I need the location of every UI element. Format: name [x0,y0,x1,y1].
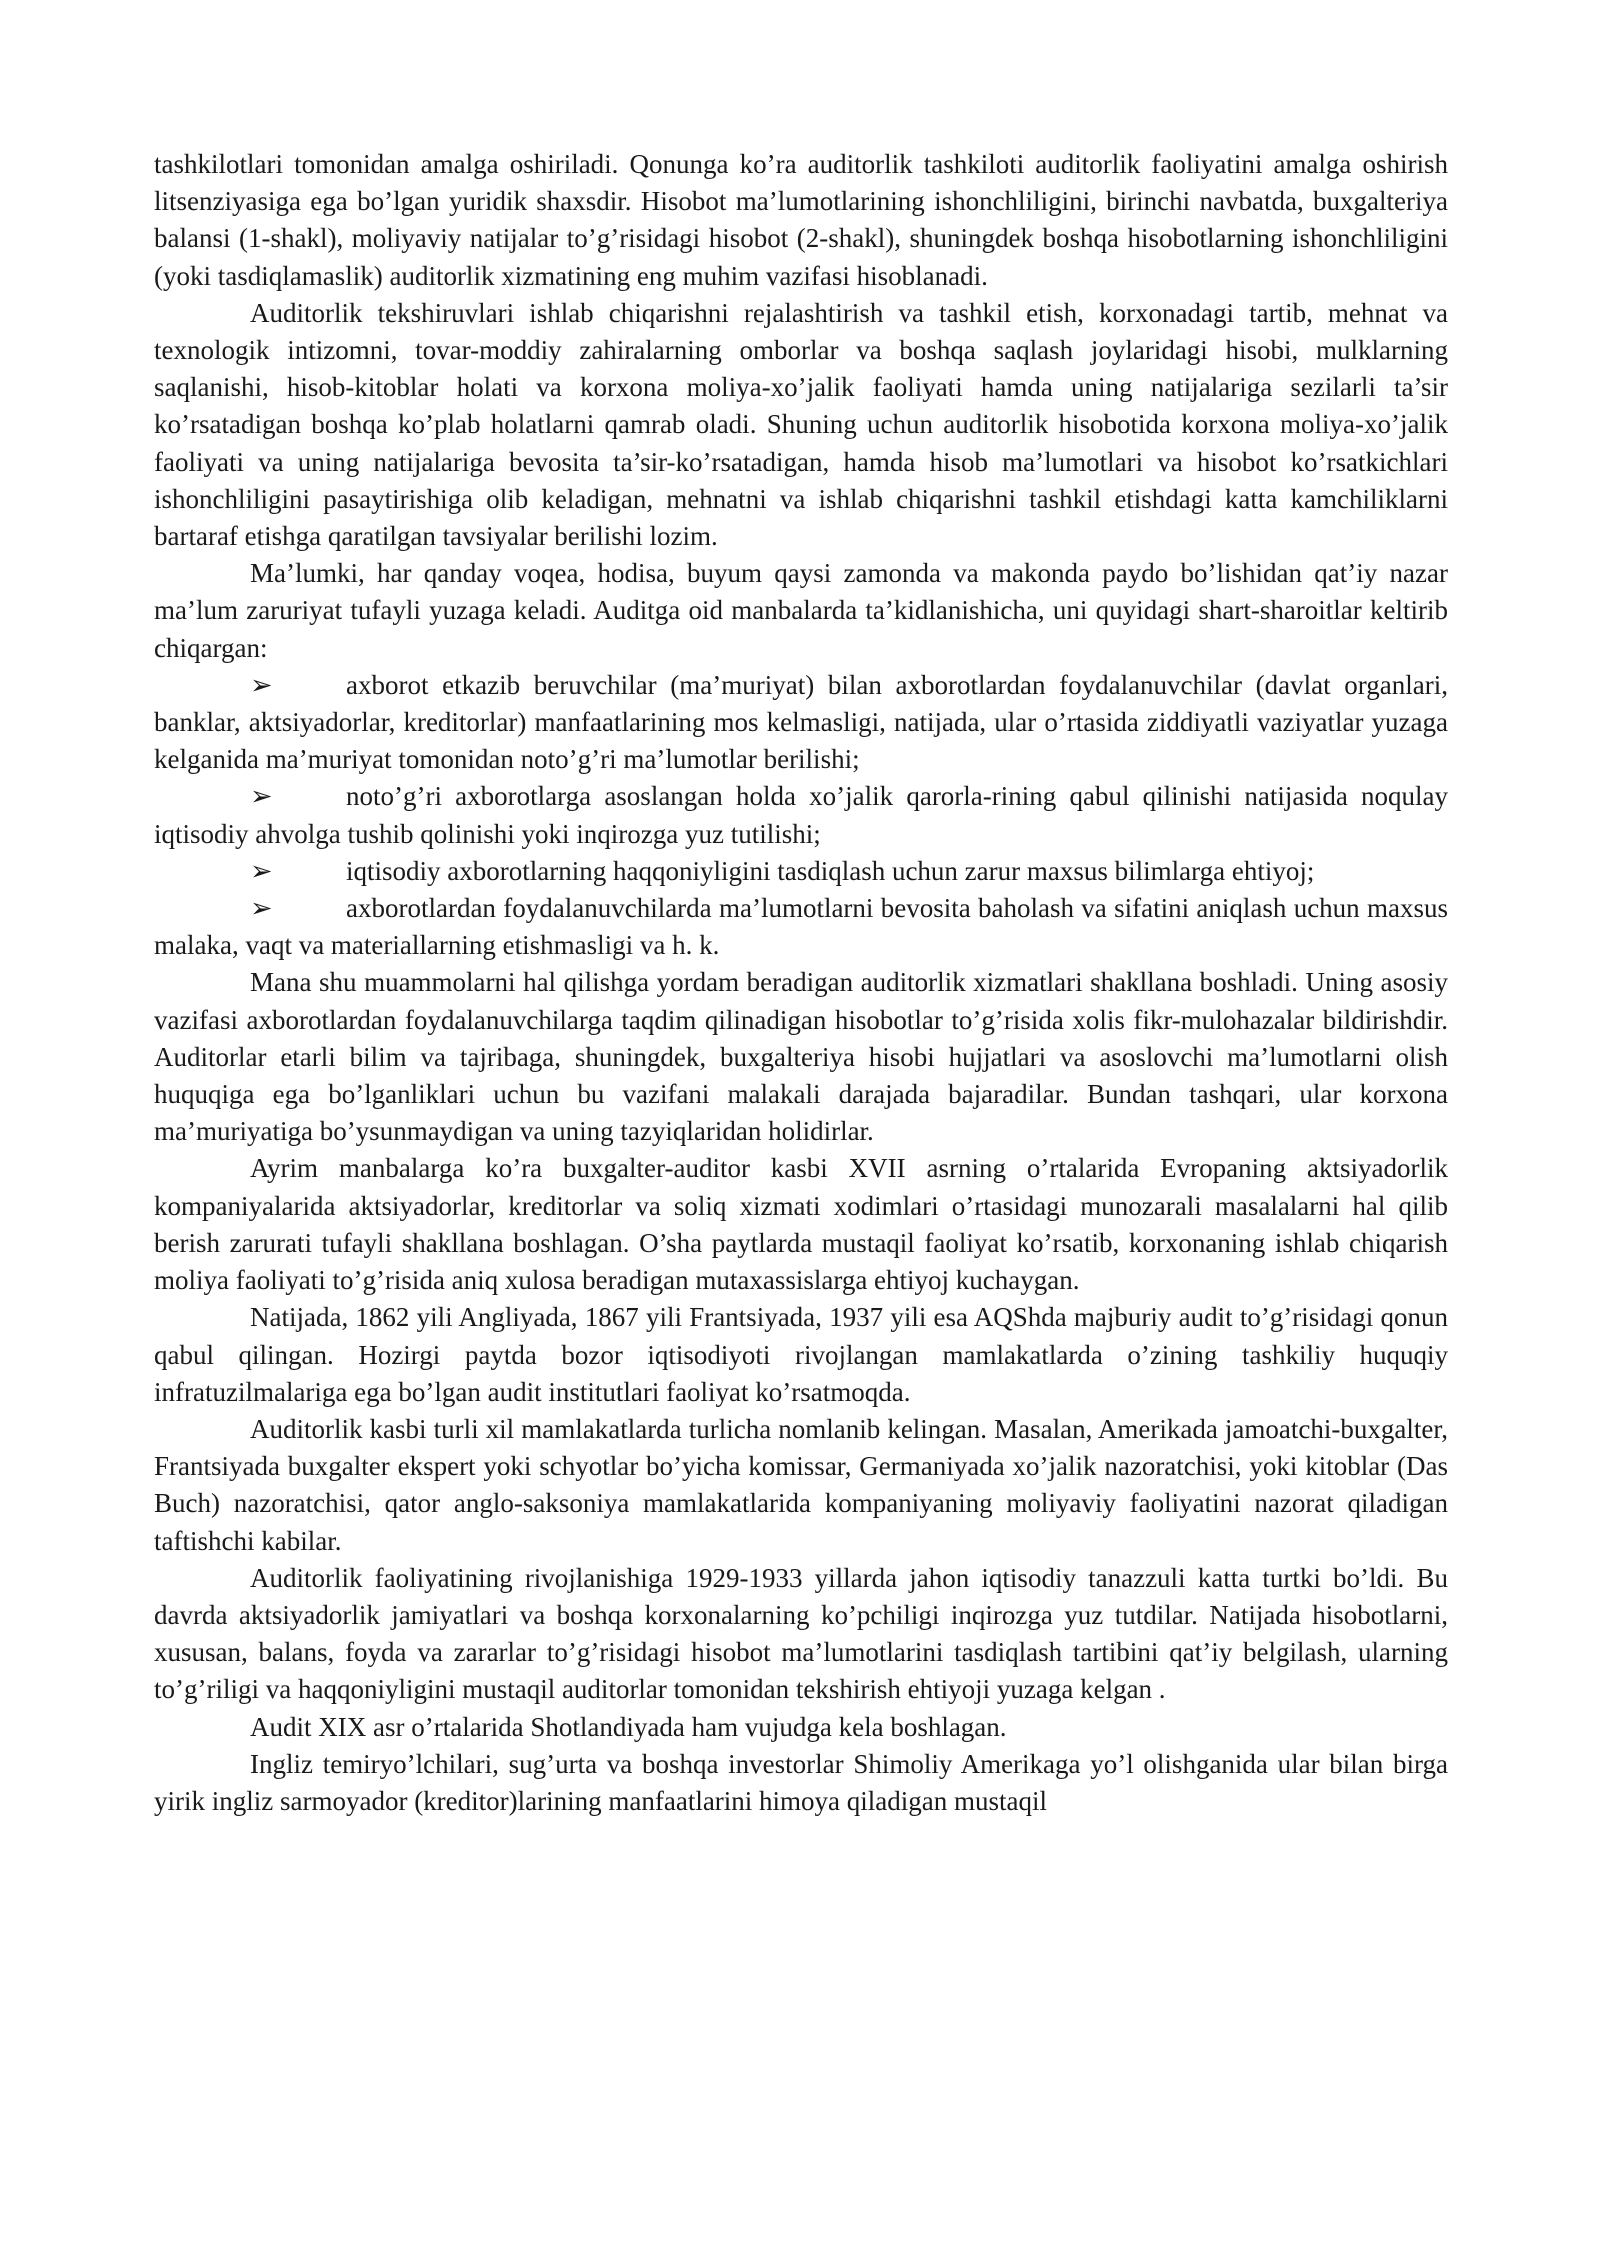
paragraph: Audit XIX asr o’rtalarida Shotlandiyada ham vujudga kela boshlagan. [250,1711,1007,1742]
bullet-item [154,890,1448,964]
bullet-text: axborotlardan foydalanuvchilarda ma’lumotlarni bevosita baholash va sifatini aniqlash uchun maxsus malaka, vaqt va materiallarning etishmasligi va h. k. [154,893,1448,961]
paragraph: Natijada, 1862 yili Angliyada, 1867 yili Frantsiyada, 1937 yili esa AQShda majburiy audit to’g’risidagi qonun qabul qilingan. Hozirgi paytda bozor iqtisodiyoti rivojlangan mamlakatlarda o’zining tashkiliy huquqiy infratuzilmalariga ega bo’lgan audit institutlari faoliyat ko’rsatmoqda. [154,1302,1448,1407]
arrow-bullet-icon: ➢ [250,893,273,924]
arrow-bullet-icon: ➢ [250,855,273,886]
paragraph: Mana shu muammolarni hal qilishga yordam beradigan auditorlik xizmatlari shakllana boshladi. Uning asosiy vazifasi axborotlardan foydalanuvchilarga taqdim qilinadigan hisobotlar to’g’risida xolis fikr-mulohazalar bildirishdir. Auditorlar etarli bilim va tajribaga, shuningdek, buxgalteriya hisobi hujjatlari va asoslovchi ma’lumotlarni olish huquqiga ega bo’lganliklari uchun bu vazifani malakali darajada bajaradilar. Bundan tashqari, ular korxona ma’muriyatiga bo’ysunmaydigan va uning tazyiqlaridan holidirlar. [154,967,1448,1147]
paragraph: Ma’lumki, har qanday voqea, hodisa, buyum qaysi zamonda va makonda paydo bo’lishidan qat’iy nazar ma’lum zaruriyat tufayli yuzaga keladi. Auditga oid manbalarda ta’kidlanishicha, uni quyidagi shart-sharoitlar keltirib chiqargan: [154,558,1448,663]
arrow-bullet-icon: ➢ [250,781,273,812]
document-page [154,146,1448,1820]
paragraph: Auditorlik faoliyatining rivojlanishiga 1929-1933 yillarda jahon iqtisodiy tanazzuli katta turtki bo’ldi. Bu davrda aktsiyadorlik jamiyatlari va boshqa korxonalarning ko’pchiligi inqirozga yuz tutdilar. Natijada hisobotlarni, xususan, balans, foyda va zararlar to’g’risidagi hisobot ma’lumotlarini tasdiqlash tartibini qat’iy belgilash, ularning to’g’riligi va haqqoniyligini mustaqil auditorlar tomonidan tekshirish ehtiyoji yuzaga kelgan . [154,1562,1448,1705]
bullet-text: axborot etkazib beruvchilar (ma’muriyat) bilan axborotlardan foydalanuvchilar (davlat organlari, banklar, aktsiyadorlar, kreditorlar) manfaatlarining mos kelmasligi, natijada, ular o’rtasida ziddiyatli vaziyatlar yuzaga kelganida ma’muriyat tomonidan noto’g’ri ma’lumotlar berilishi; [154,669,1448,775]
bullet-item [154,853,1448,890]
bullet-text: iqtisodiy axborotlarning haqqoniyligini tasdiqlash uchun zarur maxsus bilimlarga ehtiyoj; [346,855,1315,886]
arrow-bullet-icon: ➢ [250,669,273,700]
bullet-item [154,667,1448,779]
paragraph: Ingliz temiryo’lchilari, sug’urta va boshqa investorlar Shimoliy Amerikaga yo’l olishganida ular bilan birga yirik ingliz sarmoyador (kreditor)larining manfaatlarini himoya qiladigan mustaqil [154,1748,1448,1816]
paragraph: Ayrim manbalarga ko’ra buxgalter-auditor kasbi XVII asrning o’rtalarida Evropaning aktsiyadorlik kompaniyalarida aktsiyadorlar, kreditorlar va soliq xizmati xodimlari o’rtasidagi munozarali masalalarni hal qilib berish zarurati tufayli shakllana boshlagan. O’sha paytlarda mustaqil faoliyat ko’rsatib, korxonaning ishlab chiqarish moliya faoliyati to’g’risida aniq xulosa beradigan mutaxassislarga ehtiyoj kuchaygan. [154,1153,1448,1296]
paragraph: Auditorlik kasbi turli xil mamlakatlarda turlicha nomlanib kelingan. Masalan, Amerikada jamoatchi-buxgalter, Frantsiyada buxgalter ekspert yoki schyotlar bo’yicha komissar, Germaniyada xo’jalik nazoratchisi, yoki kitoblar (Das Buch) nazoratchisi, qator anglo-saksoniya mamlakatlarida kompaniyaning moliyaviy faoliyatini nazorat qiladigan taftishchi kabilar. [154,1413,1448,1556]
bullet-text: noto’g’ri axborotlarga asoslangan holda xo’jalik qarorla-rining qabul qilinishi natijasida noqulay iqtisodiy ahvolga tushib qolinishi yoki inqirozga yuz tutilishi; [154,781,1448,849]
paragraph: tashkilotlari tomonidan amalga oshiriladi. Qonunga ko’ra auditorlik tashkiloti auditorlik faoliyatini amalga oshirish litsenziyasiga ega bo’lgan yuridik shaxsdir. Hisobot ma’lumotlarining ishonchliligini, birinchi navbatda, buxgalteriya balansi (1-shakl), moliyaviy natijalar to’g’risidagi hisobot (2-shakl), shuningdek boshqa hisobotlarning ishonchliligini (yoki tasdiqlamaslik) auditorlik xizmatining eng muhim vazifasi hisoblanadi. [154,149,1448,291]
bullet-item [154,778,1448,852]
paragraph: Auditorlik tekshiruvlari ishlab chiqarishni rejalashtirish va tashkil etish, korxonadagi tartib, mehnat va texnologik intizomni, tovar-moddiy zahiralarning omborlar va boshqa saqlash joylaridagi hisobi, mulklarning saqlanishi, hisob-kitoblar holati va korxona moliya-xo’jalik faoliyati hamda uning natijalariga sezilarli ta’sir ko’rsatadigan boshqa ko’plab holatlarni qamrab oladi. Shuning uchun auditorlik hisobotida korxona moliya-xo’jalik faoliyati va uning natijalariga bevosita ta’sir-ko’rsatadigan, hamda hisob ma’lumotlari va hisobot ko’rsatkichlari ishonchliligini pasaytirishiga olib keladigan, mehnatni va ishlab chiqarishni tashkil etishdagi katta kamchiliklarni bartaraf etishga qaratilgan tavsiyalar berilishi lozim. [154,297,1448,552]
